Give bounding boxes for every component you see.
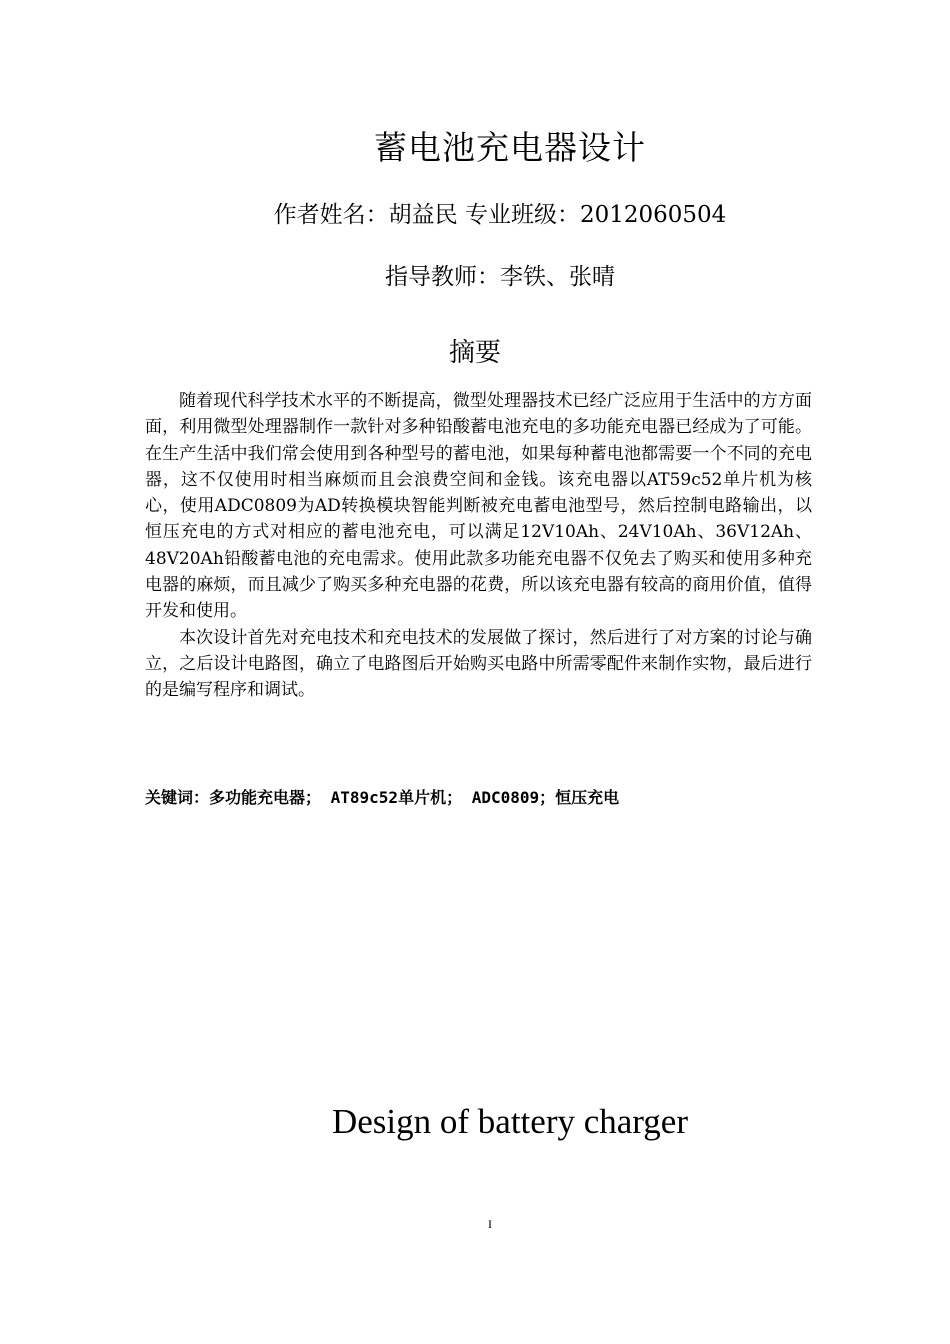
abstract-paragraph: 本次设计首先对充电技术和充电技术的发展做了探讨，然后进行了对方案的讨论与确立，之后设计电路图，确立了电路图后开始购买电路中所需零配件来制作实物，最后进行的是编写程序和调试。 [145, 627, 812, 701]
keywords: 关键词：多功能充电器； AT89c52单片机； ADC0809；恒压充电 [145, 788, 620, 807]
page-number: I [488, 1217, 492, 1231]
abstract-heading: 摘要 [448, 338, 501, 368]
author-info: 作者姓名：胡益民 专业班级：2012060504 [273, 202, 727, 228]
english-title: Design of battery charger [331, 1102, 688, 1141]
abstract-body [145, 388, 812, 704]
abstract-paragraph: 随着现代科学技术水平的不断提高，微型处理器技术已经广泛应用于生活中的方方面面，利用微型处理器制作一款针对多种铅酸蓄电池充电的多功能充电器已经成为了可能。在生产生活中我们常会使用到各种型号的蓄电池，如果每种蓄电池都需要一个不同的充电器，这不仅使用时相当麻烦而且会浪费空间和金钱。该充电器以AT59c52单片机为核心，使用ADC0809为AD转换模块智能判断被充电蓄电池型号，然后控制电路输出，以恒压充电的方式对相应的蓄电池充电，可以满足12V10Ah、24V10Ah、36V12Ah、48V20Ah铅酸蓄电池的充电需求。使用此款多功能充电器不仅免去了购买和使用多种充电器的麻烦，而且减少了购买多种充电器的花费，所以该充电器有较高的商用价值，值得开发和使用。 [145, 391, 812, 622]
advisor-info: 指导教师：李铁、张晴 [385, 264, 615, 290]
document-title: 蓄电池充电器设计 [374, 128, 646, 167]
